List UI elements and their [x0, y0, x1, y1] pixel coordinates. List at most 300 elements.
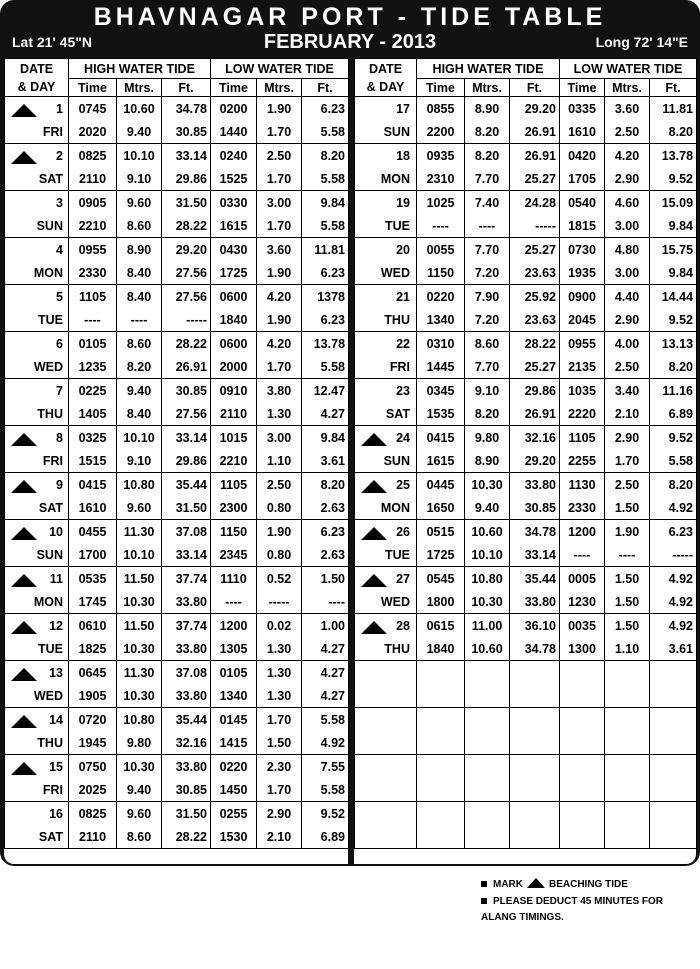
tide-value: 23.63	[510, 308, 560, 332]
tide-value: 2045	[560, 308, 605, 332]
tide-value: 0545	[417, 567, 465, 591]
date-number-text: 24	[396, 430, 410, 445]
tide-value: 33.14	[162, 144, 211, 168]
tide-value: 1105	[560, 426, 605, 450]
date-number-text: 3	[56, 195, 63, 210]
empty-cell	[355, 802, 417, 826]
tide-value: 9.84	[302, 426, 349, 450]
low-water-header: LOW WATER TIDE	[560, 59, 697, 79]
tide-value: 5.58	[302, 214, 349, 238]
tide-value: 1.30	[257, 661, 302, 685]
table-row	[5, 731, 349, 755]
empty-cell	[417, 755, 465, 779]
beaching-tide-triangle-icon	[11, 104, 37, 117]
right-table-panel	[354, 58, 696, 864]
empty-cell	[510, 825, 560, 849]
tide-value: 1378	[302, 285, 349, 309]
empty-cell	[465, 825, 510, 849]
tide-value: 2.30	[257, 755, 302, 779]
tide-value: 2.90	[257, 802, 302, 826]
date-number-text: 1	[56, 101, 63, 116]
table-row	[5, 496, 349, 520]
tide-value: 2.90	[605, 308, 650, 332]
tide-value: 0330	[211, 191, 257, 215]
tide-value: 10.60	[117, 97, 162, 121]
tide-value: 8.20	[465, 144, 510, 168]
tide-value: 9.10	[117, 167, 162, 191]
empty-cell	[560, 778, 605, 802]
empty-cell	[605, 755, 650, 779]
date-number-text: 20	[396, 242, 410, 257]
tide-value: 0200	[211, 97, 257, 121]
tide-value: 24.28	[510, 191, 560, 215]
date-number-text: 23	[396, 383, 410, 398]
tide-value: 0955	[560, 332, 605, 356]
tide-value: 4.92	[650, 590, 697, 614]
table-row	[355, 97, 697, 121]
table-row	[355, 778, 697, 802]
table-row	[355, 731, 697, 755]
empty-cell	[605, 802, 650, 826]
beaching-tide-triangle-icon	[361, 621, 387, 634]
empty-cell	[510, 731, 560, 755]
tide-value: 1445	[417, 355, 465, 379]
tide-value: 11.50	[117, 567, 162, 591]
date-number	[5, 238, 69, 262]
left-table-body	[5, 97, 349, 849]
tide-value: 0720	[69, 708, 117, 732]
empty-cell	[650, 825, 697, 849]
table-row	[355, 402, 697, 426]
date-day-header	[5, 59, 69, 97]
tide-value: 1.90	[257, 308, 302, 332]
date-number-text: 5	[56, 289, 63, 304]
tide-value: 37.08	[162, 661, 211, 685]
tide-value: 0855	[417, 97, 465, 121]
tide-value: 30.85	[510, 496, 560, 520]
tide-value: 1.50	[605, 567, 650, 591]
empty-cell	[417, 661, 465, 685]
tide-value: 1415	[211, 731, 257, 755]
beaching-tide-triangle-icon	[11, 151, 37, 164]
tide-value: 9.84	[650, 261, 697, 285]
longitude: Long 72' 14"E	[595, 34, 688, 50]
tide-value: 0540	[560, 191, 605, 215]
tide-value: 8.20	[650, 473, 697, 497]
tide-value: 32.16	[510, 426, 560, 450]
tide-value: 1150	[211, 520, 257, 544]
tide-value: 1935	[560, 261, 605, 285]
tide-value: 2000	[211, 355, 257, 379]
tide-value: 8.40	[117, 285, 162, 309]
tide-value: 30.85	[162, 778, 211, 802]
tide-value: -----	[510, 214, 560, 238]
tide-value: 1200	[560, 520, 605, 544]
tide-value: 4.92	[650, 567, 697, 591]
tide-value: 10.30	[117, 684, 162, 708]
tide-value: 1.30	[257, 637, 302, 661]
tide-value: 8.60	[117, 825, 162, 849]
tide-value: 8.90	[117, 238, 162, 262]
empty-cell	[605, 778, 650, 802]
tide-value: 1.00	[302, 614, 349, 638]
tide-value: 0750	[69, 755, 117, 779]
date-number-text: 2	[56, 148, 63, 163]
empty-cell	[510, 755, 560, 779]
tide-value: 1105	[211, 473, 257, 497]
tide-value: ----	[605, 543, 650, 567]
tide-value: 0615	[417, 614, 465, 638]
tide-value: 5.58	[302, 778, 349, 802]
empty-cell	[510, 778, 560, 802]
tide-value: 26.91	[162, 355, 211, 379]
col-mtrs: Mtrs.	[465, 79, 510, 97]
table-row	[5, 285, 349, 309]
table-row	[355, 426, 697, 450]
tide-value: 29.20	[510, 449, 560, 473]
table-row	[5, 637, 349, 661]
tide-value: 29.20	[162, 238, 211, 262]
tide-value: 0610	[69, 614, 117, 638]
tide-value: 0.52	[257, 567, 302, 591]
date-number-text: 6	[56, 336, 63, 351]
day-name: TUE	[5, 637, 69, 661]
empty-cell	[650, 708, 697, 732]
tide-value: 1130	[560, 473, 605, 497]
empty-cell	[650, 755, 697, 779]
tide-value: 25.92	[510, 285, 560, 309]
tide-value: 7.20	[465, 261, 510, 285]
date-number	[355, 191, 417, 215]
tide-value: 0255	[211, 802, 257, 826]
tide-value: 1105	[69, 285, 117, 309]
tide-value: 1.30	[257, 684, 302, 708]
high-water-header: HIGH WATER TIDE	[69, 59, 211, 79]
tide-value: 1200	[211, 614, 257, 638]
table-row	[5, 614, 349, 638]
tide-value: 10.80	[465, 567, 510, 591]
empty-cell	[605, 825, 650, 849]
date-header-line2: & DAY	[366, 80, 405, 94]
table-row	[355, 684, 697, 708]
tide-value: 1530	[211, 825, 257, 849]
tide-value: 0.80	[257, 496, 302, 520]
table-row	[355, 238, 697, 262]
tide-value: 0.80	[257, 543, 302, 567]
tide-value: 2210	[69, 214, 117, 238]
tide-value: 1.10	[257, 449, 302, 473]
date-header-line2: & DAY	[17, 80, 56, 94]
tide-value: 1700	[69, 543, 117, 567]
tide-value: 9.52	[650, 308, 697, 332]
tide-value: 1.50	[257, 731, 302, 755]
date-number	[5, 426, 69, 450]
table-row	[5, 473, 349, 497]
tide-value: 2255	[560, 449, 605, 473]
tide-value: 2110	[69, 825, 117, 849]
day-name: MON	[355, 496, 417, 520]
table-row	[355, 308, 697, 332]
tide-value: 36.10	[510, 614, 560, 638]
col-mtrs: Mtrs.	[605, 79, 650, 97]
tide-value: 33.80	[162, 684, 211, 708]
col-mtrs: Mtrs.	[257, 79, 302, 97]
tide-value: 1745	[69, 590, 117, 614]
tide-value: 1615	[211, 214, 257, 238]
bullet-icon	[481, 881, 487, 887]
tide-value: 5.58	[650, 449, 697, 473]
tide-value: 11.30	[117, 520, 162, 544]
tide-value: 1515	[69, 449, 117, 473]
tide-value: 26.91	[510, 120, 560, 144]
tide-value: 5.58	[302, 708, 349, 732]
tide-value: 4.40	[605, 285, 650, 309]
table-row	[5, 261, 349, 285]
tide-value: 9.40	[465, 496, 510, 520]
tide-value: 0055	[417, 238, 465, 262]
tide-value: 8.20	[117, 355, 162, 379]
tide-value: 15.09	[650, 191, 697, 215]
tide-value: 2135	[560, 355, 605, 379]
date-number-text: 16	[49, 806, 63, 821]
tide-value: 27.56	[162, 261, 211, 285]
tide-value: 2210	[211, 449, 257, 473]
tide-value: 9.60	[117, 191, 162, 215]
tide-value: 10.10	[117, 543, 162, 567]
date-number-text: 21	[396, 289, 410, 304]
date-header-line1: DATE	[19, 62, 54, 76]
tide-value: 1110	[211, 567, 257, 591]
day-name: SUN	[5, 214, 69, 238]
beaching-tide-triangle-icon	[527, 878, 545, 888]
col-ft: Ft.	[650, 79, 697, 97]
tide-value: 2.63	[302, 543, 349, 567]
tide-value: ----	[69, 308, 117, 332]
legend-note-line1: PLEASE DEDUCT 45 MINUTES FOR	[493, 896, 664, 907]
beaching-tide-triangle-icon	[11, 480, 37, 493]
tide-value: 9.80	[117, 731, 162, 755]
tide-value: 1.90	[257, 261, 302, 285]
table-row	[5, 214, 349, 238]
table-row	[5, 167, 349, 191]
tide-value: -----	[162, 308, 211, 332]
empty-cell	[465, 802, 510, 826]
tide-value: 1.50	[605, 614, 650, 638]
tide-value: 29.86	[510, 379, 560, 403]
tide-value: ----	[117, 308, 162, 332]
high-water-header: HIGH WATER TIDE	[417, 59, 560, 79]
day-name: MON	[5, 261, 69, 285]
table-row	[5, 120, 349, 144]
empty-cell	[417, 708, 465, 732]
table-row	[5, 144, 349, 168]
tide-value: 0955	[69, 238, 117, 262]
tide-value: 1610	[69, 496, 117, 520]
tide-value: 1015	[211, 426, 257, 450]
date-number	[5, 97, 69, 121]
tide-value: 1035	[560, 379, 605, 403]
tide-value: ----	[560, 543, 605, 567]
tide-value: 8.20	[650, 120, 697, 144]
day-name: SUN	[355, 449, 417, 473]
empty-cell	[605, 684, 650, 708]
empty-cell	[560, 661, 605, 685]
tide-value: 0900	[560, 285, 605, 309]
tide-value: 1300	[560, 637, 605, 661]
empty-cell	[650, 778, 697, 802]
tide-value: 1305	[211, 637, 257, 661]
table-row	[5, 661, 349, 685]
date-number-text: 12	[49, 618, 63, 633]
col-ft: Ft.	[162, 79, 211, 97]
day-name: WED	[355, 590, 417, 614]
empty-cell	[650, 661, 697, 685]
tide-value: ----	[302, 590, 349, 614]
tide-value: 1.90	[605, 520, 650, 544]
tide-value: 0105	[69, 332, 117, 356]
table-row	[5, 97, 349, 121]
tide-value: 7.70	[465, 167, 510, 191]
tide-value: 9.52	[302, 802, 349, 826]
day-name: SAT	[5, 825, 69, 849]
empty-cell	[510, 708, 560, 732]
table-row	[5, 308, 349, 332]
tide-value: 0.02	[257, 614, 302, 638]
tide-value: 15.75	[650, 238, 697, 262]
tide-value: 0145	[211, 708, 257, 732]
tide-value: 3.80	[257, 379, 302, 403]
legend-note-line2: ALANG TIMINGS.	[481, 912, 564, 923]
beaching-tide-triangle-icon	[361, 574, 387, 587]
day-name: FRI	[355, 355, 417, 379]
tide-value: 2330	[560, 496, 605, 520]
date-day-header	[355, 59, 417, 97]
tide-value: 10.30	[117, 590, 162, 614]
tide-value: 2.10	[605, 402, 650, 426]
tide-value: 4.80	[605, 238, 650, 262]
tide-value: 10.30	[117, 755, 162, 779]
tide-value: 1.50	[302, 567, 349, 591]
day-name: THU	[5, 731, 69, 755]
tide-value: 9.10	[117, 449, 162, 473]
tide-value: 13.13	[650, 332, 697, 356]
empty-cell	[560, 755, 605, 779]
tide-value: 5.58	[302, 120, 349, 144]
tide-value: 4.27	[302, 684, 349, 708]
empty-cell	[605, 661, 650, 685]
tide-value: 33.80	[510, 590, 560, 614]
tide-value: 26.91	[510, 144, 560, 168]
tide-table-left	[4, 58, 349, 849]
tide-value: 37.08	[162, 520, 211, 544]
date-number	[5, 520, 69, 544]
tide-value: 33.80	[162, 590, 211, 614]
tide-value: 10.60	[465, 520, 510, 544]
tide-value: 28.22	[162, 214, 211, 238]
left-table-panel	[4, 58, 348, 864]
table-row	[5, 379, 349, 403]
table-row	[355, 614, 697, 638]
day-name: TUE	[5, 308, 69, 332]
tide-value: 33.14	[162, 543, 211, 567]
empty-cell	[355, 825, 417, 849]
table-row	[355, 332, 697, 356]
empty-cell	[417, 684, 465, 708]
beaching-tide-triangle-icon	[11, 527, 37, 540]
date-number-text: 27	[396, 571, 410, 586]
tide-value: 3.00	[257, 426, 302, 450]
table-row	[5, 708, 349, 732]
empty-cell	[465, 661, 510, 685]
tide-value: 11.81	[302, 238, 349, 262]
table-row	[355, 543, 697, 567]
col-ft: Ft.	[510, 79, 560, 97]
empty-cell	[355, 755, 417, 779]
date-number	[5, 802, 69, 826]
tide-value: 1840	[211, 308, 257, 332]
tide-value: 8.20	[465, 120, 510, 144]
tide-value: 25.27	[510, 238, 560, 262]
tide-value: ----	[211, 590, 257, 614]
day-name: WED	[5, 355, 69, 379]
tide-value: 0420	[560, 144, 605, 168]
tide-value: 13.78	[650, 144, 697, 168]
tide-value: 8.40	[117, 261, 162, 285]
beaching-tide-triangle-icon	[361, 433, 387, 446]
tide-value: 8.90	[465, 97, 510, 121]
tide-value: 2.50	[257, 144, 302, 168]
tide-value: 4.20	[257, 332, 302, 356]
date-number	[5, 285, 69, 309]
date-number	[355, 285, 417, 309]
legend-mark-label: MARK	[493, 879, 523, 890]
tide-value: 35.44	[510, 567, 560, 591]
tide-value: 25.27	[510, 355, 560, 379]
tide-value: 11.50	[117, 614, 162, 638]
tide-value: 2.50	[257, 473, 302, 497]
date-header-line1: DATE	[368, 62, 403, 76]
tide-value: 27.56	[162, 285, 211, 309]
tide-value: 2.63	[302, 496, 349, 520]
tide-value: 10.30	[117, 637, 162, 661]
table-row	[355, 590, 697, 614]
tide-value: 1525	[211, 167, 257, 191]
tide-value: 33.80	[510, 473, 560, 497]
date-number-text: 14	[49, 712, 63, 727]
tide-value: 1535	[417, 402, 465, 426]
empty-cell	[650, 731, 697, 755]
tide-value: 1945	[69, 731, 117, 755]
tide-value: 0105	[211, 661, 257, 685]
tide-value: 9.52	[650, 167, 697, 191]
tide-value: 0415	[69, 473, 117, 497]
date-number	[355, 614, 417, 638]
tide-value: 0005	[560, 567, 605, 591]
tide-value: 0310	[417, 332, 465, 356]
tide-value: 3.00	[605, 261, 650, 285]
tide-value: 14.44	[650, 285, 697, 309]
date-number	[5, 332, 69, 356]
tide-value: 4.60	[605, 191, 650, 215]
empty-cell	[560, 731, 605, 755]
table-row	[5, 825, 349, 849]
tide-value: 30.85	[162, 120, 211, 144]
empty-cell	[510, 684, 560, 708]
table-row	[5, 802, 349, 826]
date-number	[355, 238, 417, 262]
date-number	[5, 144, 69, 168]
empty-cell	[465, 731, 510, 755]
